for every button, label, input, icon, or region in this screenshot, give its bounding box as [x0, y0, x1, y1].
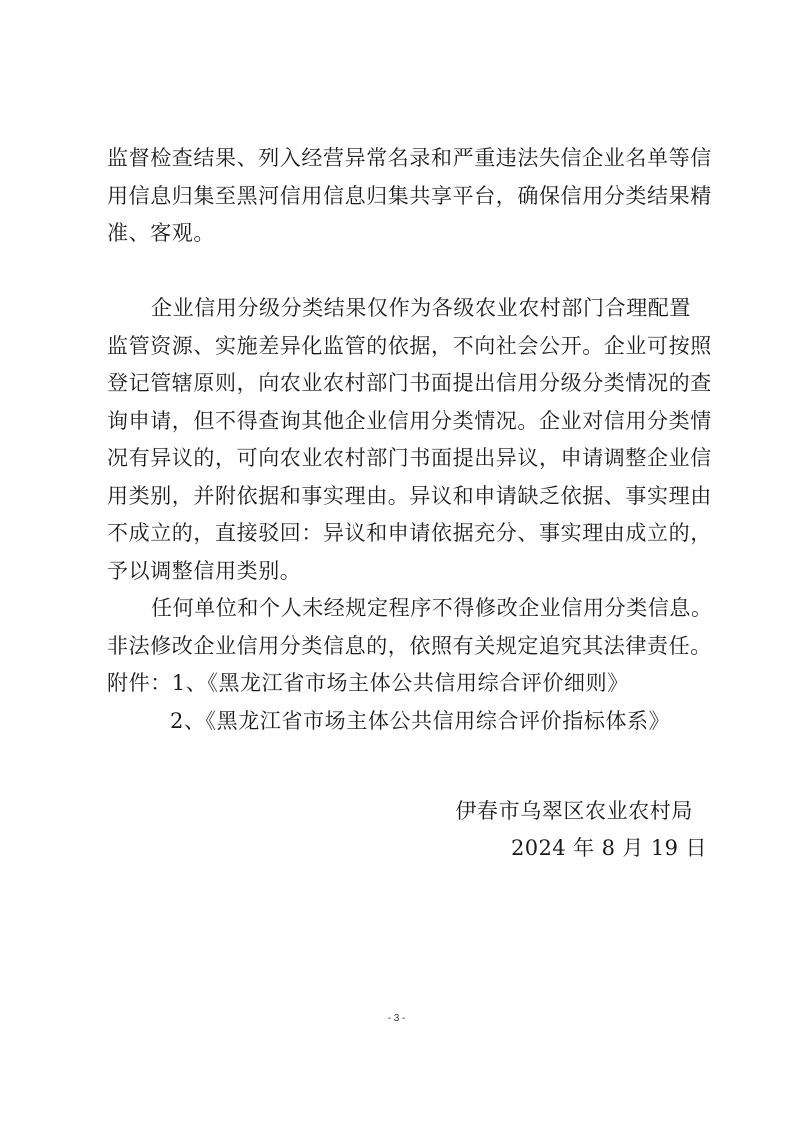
text-line: 企业信用分级分类结果仅作为各级农业农村部门合理配置: [151, 296, 691, 320]
text-line: 予以调整信用类别。: [107, 558, 302, 583]
paragraph-credit-classification-use: [107, 290, 712, 590]
page-number: - 3 -: [387, 1013, 406, 1024]
attachment-item-1: 附件：1、《黑龙江省市场主体公共信用综合评价细则》: [107, 671, 629, 695]
text-line: 不成立的，直接驳回：异议和申请依据充分、事实理由成立的，: [107, 521, 712, 545]
text-line: 准、客观。: [107, 221, 215, 245]
text-line: 登记管辖原则，向农业农村部门书面提出信用分级分类情况的查: [107, 371, 712, 395]
text-line: 用信息归集至黑河信用信息归集共享平台，确保信用分类结果精: [107, 183, 712, 208]
attachments-list: [107, 665, 670, 740]
text-line: 任何单位和个人未经规定程序不得修改企业信用分类信息。: [151, 596, 713, 620]
text-line: 用类别，并附依据和事实理由。异议和申请缺乏依据、事实理由: [107, 483, 712, 508]
paragraph-modification-prohibition: [107, 590, 713, 665]
text-line: 监管资源、实施差异化监管的依据，不向社会公开。企业可按照: [107, 333, 712, 358]
text-line: 非法修改企业信用分类信息的，依照有关规定追究其法律责任。: [107, 633, 712, 658]
signature-organization: 伊春市乌翠区农业农村局: [455, 799, 693, 823]
paragraph-credit-info-collection: [107, 140, 712, 253]
text-line: 询申请，但不得查询其他企业信用分类情况。企业对信用分类情: [107, 408, 712, 433]
signature-date: 2024 年 8 月 19 日: [511, 836, 707, 860]
text-line: 况有异议的，可向农业农村部门书面提出异议，申请调整企业信: [107, 446, 712, 470]
text-line: 监督检查结果、列入经营异常名录和严重违法失信企业名单等信: [107, 146, 712, 170]
attachment-item-2: 2、《黑龙江省市场主体公共信用综合评价指标体系》: [170, 708, 671, 733]
